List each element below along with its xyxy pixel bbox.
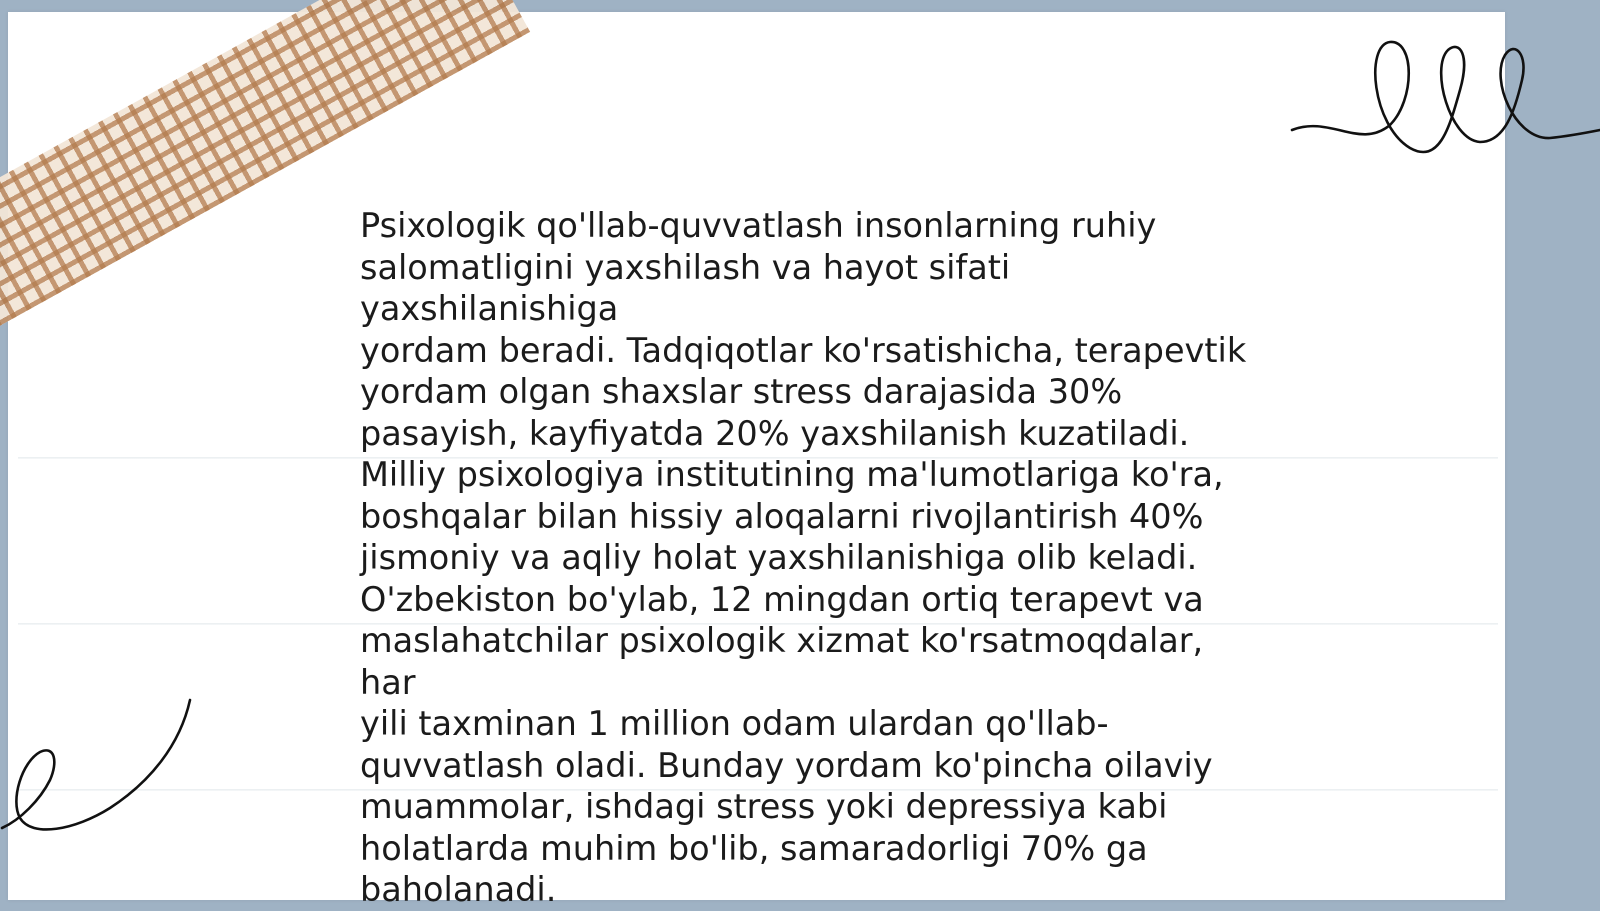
top-right-swirl-decoration <box>1290 30 1600 160</box>
body-paragraph: Psixologik qo'llab-quvvatlash insonlarning ruhiy salomatligini yaxshilash va hayot sifati yaxshilanishiga yordam beradi. Tadqiqotlar ko'rsatishicha, terapevtik yordam olgan shaxslar stress darajasida 30% pasayish, kayfiyatda 20% yaxshilanish kuzatiladi. Milliy psixologiya institutining ma'lumotlariga ko'ra, boshqalar bilan hissiy aloqalarni rivojlantirish 40% jismoniy va aqliy holat yaxshilanishiga olib keladi. O'zbekiston bo'ylab, 12 mingdan ortiq terapevt va maslahatchilar psixologik xizmat ko'rsatmoqdalar, har yili taxminan 1 million odam ulardan qo'llab- quvvatlash oladi. Bunday yordam ko'pincha oilaviy muammolar, ishdagi stress yoki depressiya kabi holatlarda muhim bo'lib, samaradorligi 70% ga baholanadi. <box>360 206 1247 909</box>
bottom-left-swirl-decoration <box>0 690 200 850</box>
